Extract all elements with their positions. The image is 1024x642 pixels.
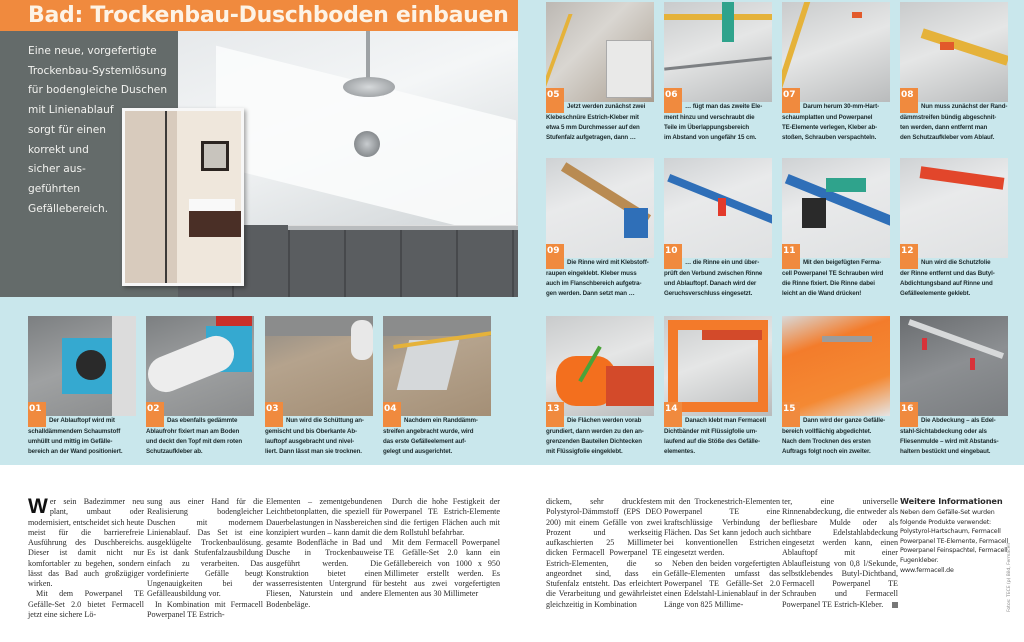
step-number: 01 [28, 402, 46, 416]
info-box-title: Weitere Informationen [900, 496, 1003, 506]
intro-line: Gefällebereich. [28, 202, 109, 215]
article-column-7 [782, 497, 898, 610]
step-number: 07 [782, 88, 800, 102]
step-number: 08 [900, 88, 918, 102]
step-photo [546, 2, 654, 102]
intro-line: geführten [28, 182, 81, 195]
photo-credit: Fotos: TECE (p) Bild, Fermacell [1007, 543, 1012, 612]
step-card-01 [28, 316, 136, 458]
step-number: 13 [546, 402, 564, 416]
step-photo [782, 316, 890, 416]
step-card-08 [900, 2, 1008, 144]
step-caption: Jetzt werden zunächst zwei Klebeschnüre Estrich-Kleber mit etwa 5 mm Durchmesser auf den Stufenfalz aufgetragen, dann … [546, 103, 646, 142]
step-caption: Mit den beigefügten Ferma- cell Powerpanel TE Schrauben wird die Rinne fixiert. Die Rinne dabei leicht an die Wand drücken! [782, 259, 884, 298]
intro-line: Trockenbau-Systemlösung [28, 64, 167, 77]
article-paragraph: In Kombination mit Fermacell Powerpanel TE Estrich- [147, 599, 263, 619]
step-number: 03 [265, 402, 283, 416]
step-number: 06 [664, 88, 682, 102]
step-photo [782, 158, 890, 258]
article-column-2 [147, 497, 263, 620]
intro-line: mit Linienablauf [28, 104, 114, 117]
end-of-article-mark [892, 602, 898, 608]
step-caption: Danach klebt man Fermacell Dichtbänder mit Flüssigfolie um- laufend auf die Stöße des Gefälle- elementes. [664, 417, 766, 456]
article-column-3 [266, 497, 382, 610]
page-title: Bad: Trockenbau-Duschboden einbauen [0, 0, 518, 31]
step-caption: Nun muss zunächst der Rand- dämmstreifen bündig abgeschnit- ten werden, dann entfernt man den Schutzaufkleber vom Ablauf. [900, 103, 1008, 142]
step-card-15 [782, 316, 890, 458]
step-number: 11 [782, 244, 800, 258]
article-column-1 [28, 497, 144, 620]
hero-section [0, 0, 518, 297]
info-box [900, 496, 1010, 575]
article-paragraph: er sein Badezimmer neu plant, umbaut oder modernisiert, entscheidet sich heute meist für die barrierefreie Ausführung des Duschbereichs. Dieser ist damit nicht nur komfortabler zu begehen, sondern lässt das Bad auch großzügiger wirken. [28, 497, 144, 588]
article-column-5 [546, 497, 662, 610]
step-caption: Die Rinne wird mit Klebstoff- raupen eingeklebt. Kleber muss auch im Flanschbereich aufgetra- gen werden. Dann setzt man … [546, 259, 649, 298]
step-card-07 [782, 2, 890, 144]
article-paragraph: Mit dem Powerpanel TE Gefälle-Set 2.0 bietet Fermacell jetzt eine sichere Lö- [28, 589, 144, 619]
intro-line: für bodengleiche Duschen [28, 84, 168, 97]
shower-head-image [343, 77, 395, 97]
step-number: 09 [546, 244, 564, 258]
linear-drain-image [288, 225, 518, 230]
step-caption: … die Rinne ein und über- prüft den Verbund zwischen Rinne und Ablauftopf. Danach wird der Geruchsverschluss eingesetzt. [664, 259, 763, 298]
step-photo [664, 316, 772, 416]
intro-line: korrekt und [28, 143, 89, 156]
step-card-04 [383, 316, 491, 458]
step-number: 14 [664, 402, 682, 416]
step-caption: Nun wird die Schüttung an- gemischt und bis Oberkante Ab- lauftopf ausgebracht und nivel- liert. Dann lässt man sie trocknen. [265, 417, 364, 456]
step-photo [664, 158, 772, 258]
step-number: 12 [900, 244, 918, 258]
step-card-09 [546, 158, 654, 300]
step-card-16 [900, 316, 1008, 458]
article-paragraph: Elementen – zementgebundenen Leichtbetonplatten, die speziell für Dauerbelastungen in Nassbereichen konzipiert wurden – kann damit die gesamte Bodenfläche in Bad und Dusche in Trockenbauweise ausgeführt werden. Die Konstruktion bietet einen wasserresistenten Untergrund für Fliesen, Naturstein und andere Bodenbeläge. [266, 497, 382, 609]
bathroom-inset-photo [122, 108, 244, 286]
step-photo [546, 158, 654, 258]
step-caption: Das ebenfalls gedämmte Ablaufrohr fixiert man am Boden und deckt den Topf mit dem roten Schutzaufkleber ab. [146, 417, 243, 456]
step-caption: … fügt man das zweite Ele- ment hinzu und verschraubt die Teile im Überlappungsbereich im Abstand von ungefähr 15 cm. [664, 103, 763, 142]
step-card-03 [265, 316, 373, 458]
step-card-06 [664, 2, 772, 144]
article-paragraph: Durch die hohe Festigkeit der Powerpanel TE Estrich-Elemente sind die fertigen Flächen auch mit dem Rollstuhl befahrbar. [384, 497, 500, 537]
intro-line: sicher aus- [28, 163, 86, 176]
step-photo [900, 158, 1008, 258]
step-photo [146, 316, 254, 416]
step-photo [28, 316, 136, 416]
step-photo [265, 316, 373, 416]
info-box-link[interactable]: www.fermacell.de [900, 566, 954, 574]
article-paragraph: Mit dem Fermacell Powerpanel TE Gefälle-Set 2.0 kann ein Gefällebereich von 1000 x 950 Millimeter erstellt werden. Es besteht aus zwei vorgefertigten Elementen aus 30 Millimeter [384, 538, 500, 599]
step-card-11 [782, 158, 890, 300]
step-photo [900, 2, 1008, 102]
intro-line: sorgt für einen [28, 123, 106, 136]
step-caption: Die Abdeckung – als Edel- stahl-Sichtabdeckung oder als Fliesenmulde – wird mit Abstands- haltern bestückt und eingebaut. [900, 417, 999, 456]
article-paragraph: Neben den beiden vorgefertigten Gefälle-Elementen umfasst das Powerpanel TE Gefälle-Set 2.0 einen Edelstahl-Linienablauf in der Länge von 825 Millime- [664, 558, 780, 609]
step-number: 02 [146, 402, 164, 416]
step-card-14 [664, 316, 772, 458]
step-number: 05 [546, 88, 564, 102]
step-photo [664, 2, 772, 102]
step-caption: Die Flächen werden vorab grundiert, dann werden zu den an- grenzenden Bauteilen Dichtecken mit Flüssigfolie eingeklebt. [546, 417, 644, 456]
step-caption: Nun wird die Schutzfolie der Rinne entfernt und das Butyl- Abdichtungsband auf Rinne und Gefälleelemente geklebt. [900, 259, 995, 298]
article-paragraph: mit den Trockenestrich-Elementen Powerpanel TE eine kraftschlüssige Verbindung der Flächen. Das Set kann jedoch auch bei konventionellen Estrichen eingesetzt werden. [664, 497, 780, 558]
step-photo [546, 316, 654, 416]
step-card-05 [546, 2, 654, 144]
step-number: 16 [900, 402, 918, 416]
article-paragraph: sung aus einer Hand für die Realisierung bodengleicher Duschen mit modernem Linienablauf. Das Set ist eine ausgeklügelte Trockenbaulösung. Es ist dank Stufenfalzausbildung einfach zu verarbeiten. Das vordefinierte Gefälle beugt Ungenauigkeiten bei der Gefälleausbildung vor. [147, 497, 263, 599]
step-card-13 [546, 316, 654, 458]
step-photo [383, 316, 491, 416]
article-paragraph: ter, eine universelle Rinnenabdeckung, die entweder als befliesbare Mulde oder als sichtbare Edelstahlabdeckung eingesetzt werden kann, einen Ablauftopf mit einer Ablaufleistung von 0,8 l/Sekunde, selbstklebendes Butyl-Dichtband, Fermacell Powerpanel TE Schrauben und Fermacell Powerpanel TE Estrich-Kleber. [782, 497, 898, 609]
step-caption: Dann wird der ganze Gefälle- bereich vollflächig abgedichtet. Nach dem Trocknen des ersten Auftrags folgt noch ein zweiter. [782, 417, 886, 456]
step-card-12 [900, 158, 1008, 300]
step-number: 10 [664, 244, 682, 258]
step-card-02 [146, 316, 254, 458]
shower-valve-image [354, 131, 380, 157]
step-photo [782, 2, 890, 102]
drop-cap: W [28, 495, 48, 518]
step-photo [900, 316, 1008, 416]
article-paragraph: dickem, sehr druckfestem Polystyrol-Dämmstoff (EPS DEO 200) mit einem Gefälle von zwei Prozent und werkseitig aufkaschierten 25 Millimeter dicken Fermacell Powerpanel TE Estrich-Elementen, die so angeordnet sind, dass ein Stufenfalz entsteht. Das erleichtert die Verarbeitung und gewährleistet gleichzeitig in Kombination [546, 497, 662, 609]
article-column-4 [384, 497, 500, 600]
info-box-text: Neben dem Gefälle-Set wurden folgende Produkte verwendet: Polystyrol-Hartschaum, Fermacell Powerpanel TE-Elemente, Fermacell Powerpanel Feinspachtel, Fermacell Fugenkleber. [900, 509, 1009, 564]
step-card-10 [664, 158, 772, 300]
article-column-6 [664, 497, 780, 610]
step-caption: Darum herum 30-mm-Hart- schaumplatten und Powerpanel TE-Elemente verlegen, Kleber ab- stoßen, Schrauben verspachteln. [782, 103, 880, 142]
step-caption: Der Ablauftopf wird mit schalldämmendem Schaumstoff umhüllt und mittig im Gefälle- bereich an der Wand positioniert. [28, 417, 123, 456]
step-number: 04 [383, 402, 401, 416]
intro-line: Eine neue, vorgefertigte [28, 45, 157, 57]
step-number: 15 [782, 402, 800, 416]
step-caption: Nachdem ein Randdämm- streifen angebracht wurde, wird das erste Gefälleelement auf- gelegt und ausgerichtet. [383, 417, 478, 456]
